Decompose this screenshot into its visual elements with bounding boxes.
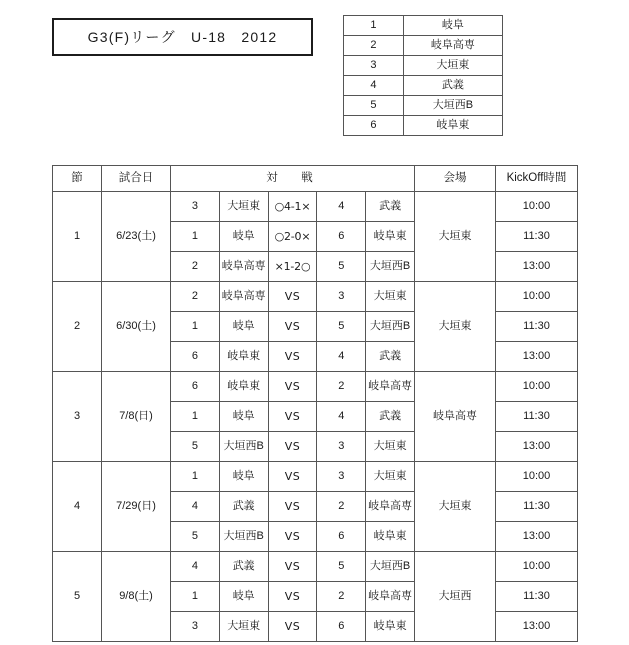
away-team-name: 大垣東 [366,282,415,312]
team-list-row [344,56,503,76]
header-match: 対 戦 [171,166,415,192]
home-team-number: 6 [171,342,220,372]
team-number: 5 [344,96,404,116]
team-list-row [344,116,503,136]
kickoff-time: 10:00 [496,192,578,222]
home-team-name: 大垣西B [219,432,268,462]
match-score-or-vs: VS [268,282,317,312]
away-team-name: 岐阜高専 [366,372,415,402]
kickoff-time: 11:30 [496,312,578,342]
away-team-number: 6 [317,522,366,552]
schedule-row [53,552,578,582]
kickoff-time: 13:00 [496,522,578,552]
match-score-or-vs: ○4-1× [268,192,317,222]
team-number: 1 [344,16,404,36]
away-team-number: 6 [317,612,366,642]
home-team-number: 1 [171,222,220,252]
away-team-name: 岐阜東 [366,222,415,252]
away-team-name: 大垣西B [366,312,415,342]
header-section: 節 [53,166,102,192]
home-team-number: 4 [171,552,220,582]
match-score-or-vs: ×1-2○ [268,252,317,282]
away-team-number: 3 [317,462,366,492]
home-team-name: 武義 [219,552,268,582]
away-team-number: 3 [317,432,366,462]
kickoff-time: 13:00 [496,612,578,642]
match-date: 9/8(土) [102,552,171,642]
team-name: 大垣東 [403,56,502,76]
home-team-number: 2 [171,282,220,312]
kickoff-time: 10:00 [496,552,578,582]
team-name: 武義 [403,76,502,96]
away-team-number: 2 [317,492,366,522]
schedule-header-row [53,166,578,192]
match-score-or-vs: VS [268,552,317,582]
header-date: 試合日 [102,166,171,192]
home-team-number: 4 [171,492,220,522]
match-score-or-vs: VS [268,432,317,462]
home-team-name: 武義 [219,492,268,522]
schedule-header [53,166,578,192]
away-team-name: 大垣東 [366,462,415,492]
home-team-number: 5 [171,432,220,462]
home-team-number: 1 [171,582,220,612]
away-team-name: 大垣西B [366,552,415,582]
home-team-name: 岐阜 [219,402,268,432]
home-team-number: 1 [171,462,220,492]
team-list-row [344,16,503,36]
schedule-row [53,372,578,402]
match-date: 6/30(土) [102,282,171,372]
page-title: G3(F)リーグ U-18 2012 [87,29,278,45]
home-team-name: 岐阜東 [219,372,268,402]
section-number: 3 [53,372,102,462]
team-list-body [344,16,503,136]
team-list-row [344,36,503,56]
match-score-or-vs: VS [268,582,317,612]
match-score-or-vs: VS [268,402,317,432]
team-number: 3 [344,56,404,76]
away-team-name: 岐阜東 [366,612,415,642]
schedule-body [53,192,578,642]
home-team-number: 1 [171,312,220,342]
home-team-name: 岐阜 [219,312,268,342]
away-team-number: 4 [317,342,366,372]
away-team-name: 大垣西B [366,252,415,282]
away-team-number: 4 [317,192,366,222]
match-score-or-vs: VS [268,612,317,642]
kickoff-time: 13:00 [496,252,578,282]
schedule-row [53,192,578,222]
team-name: 岐阜高専 [403,36,502,56]
venue-name: 大垣東 [415,282,496,372]
match-score-or-vs: ○2-0× [268,222,317,252]
venue-name: 大垣西 [415,552,496,642]
match-date: 7/8(日) [102,372,171,462]
away-team-number: 5 [317,312,366,342]
venue-name: 大垣東 [415,192,496,282]
section-number: 2 [53,282,102,372]
away-team-name: 武義 [366,342,415,372]
home-team-number: 3 [171,612,220,642]
match-score-or-vs: VS [268,372,317,402]
away-team-name: 武義 [366,192,415,222]
away-team-number: 6 [317,222,366,252]
home-team-name: 大垣東 [219,612,268,642]
match-date: 6/23(土) [102,192,171,282]
match-score-or-vs: VS [268,522,317,552]
header-kickoff: KickOff時間 [496,166,578,192]
kickoff-time: 11:30 [496,402,578,432]
kickoff-time: 13:00 [496,432,578,462]
home-team-number: 3 [171,192,220,222]
team-number: 4 [344,76,404,96]
away-team-number: 4 [317,402,366,432]
home-team-name: 岐阜東 [219,342,268,372]
kickoff-time: 10:00 [496,282,578,312]
home-team-number: 6 [171,372,220,402]
schedule-row [53,462,578,492]
match-score-or-vs: VS [268,492,317,522]
kickoff-time: 11:30 [496,582,578,612]
home-team-name: 岐阜高専 [219,282,268,312]
match-score-or-vs: VS [268,312,317,342]
home-team-name: 岐阜高専 [219,252,268,282]
section-number: 4 [53,462,102,552]
away-team-number: 2 [317,582,366,612]
team-number: 2 [344,36,404,56]
kickoff-time: 11:30 [496,222,578,252]
team-name: 岐阜東 [403,116,502,136]
venue-name: 大垣東 [415,462,496,552]
venue-name: 岐阜高専 [415,372,496,462]
away-team-number: 5 [317,252,366,282]
header-venue: 会場 [415,166,496,192]
away-team-name: 岐阜東 [366,522,415,552]
kickoff-time: 10:00 [496,462,578,492]
away-team-name: 岐阜高専 [366,492,415,522]
kickoff-time: 10:00 [496,372,578,402]
section-number: 5 [53,552,102,642]
away-team-number: 3 [317,282,366,312]
team-name: 岐阜 [403,16,502,36]
schedule-table [52,165,578,642]
away-team-name: 大垣東 [366,432,415,462]
match-score-or-vs: VS [268,462,317,492]
home-team-name: 大垣西B [219,522,268,552]
kickoff-time: 11:30 [496,492,578,522]
document-title-box [52,18,313,56]
home-team-name: 岐阜 [219,462,268,492]
team-list-row [344,96,503,116]
home-team-number: 1 [171,402,220,432]
home-team-number: 2 [171,252,220,282]
match-score-or-vs: VS [268,342,317,372]
home-team-number: 5 [171,522,220,552]
section-number: 1 [53,192,102,282]
away-team-number: 5 [317,552,366,582]
team-name: 大垣西B [403,96,502,116]
away-team-number: 2 [317,372,366,402]
away-team-name: 武義 [366,402,415,432]
schedule-row [53,282,578,312]
team-number: 6 [344,116,404,136]
home-team-name: 岐阜 [219,582,268,612]
home-team-name: 岐阜 [219,222,268,252]
team-list-table [343,15,503,136]
kickoff-time: 13:00 [496,342,578,372]
team-list-row [344,76,503,96]
away-team-name: 岐阜高専 [366,582,415,612]
match-date: 7/29(日) [102,462,171,552]
home-team-name: 大垣東 [219,192,268,222]
